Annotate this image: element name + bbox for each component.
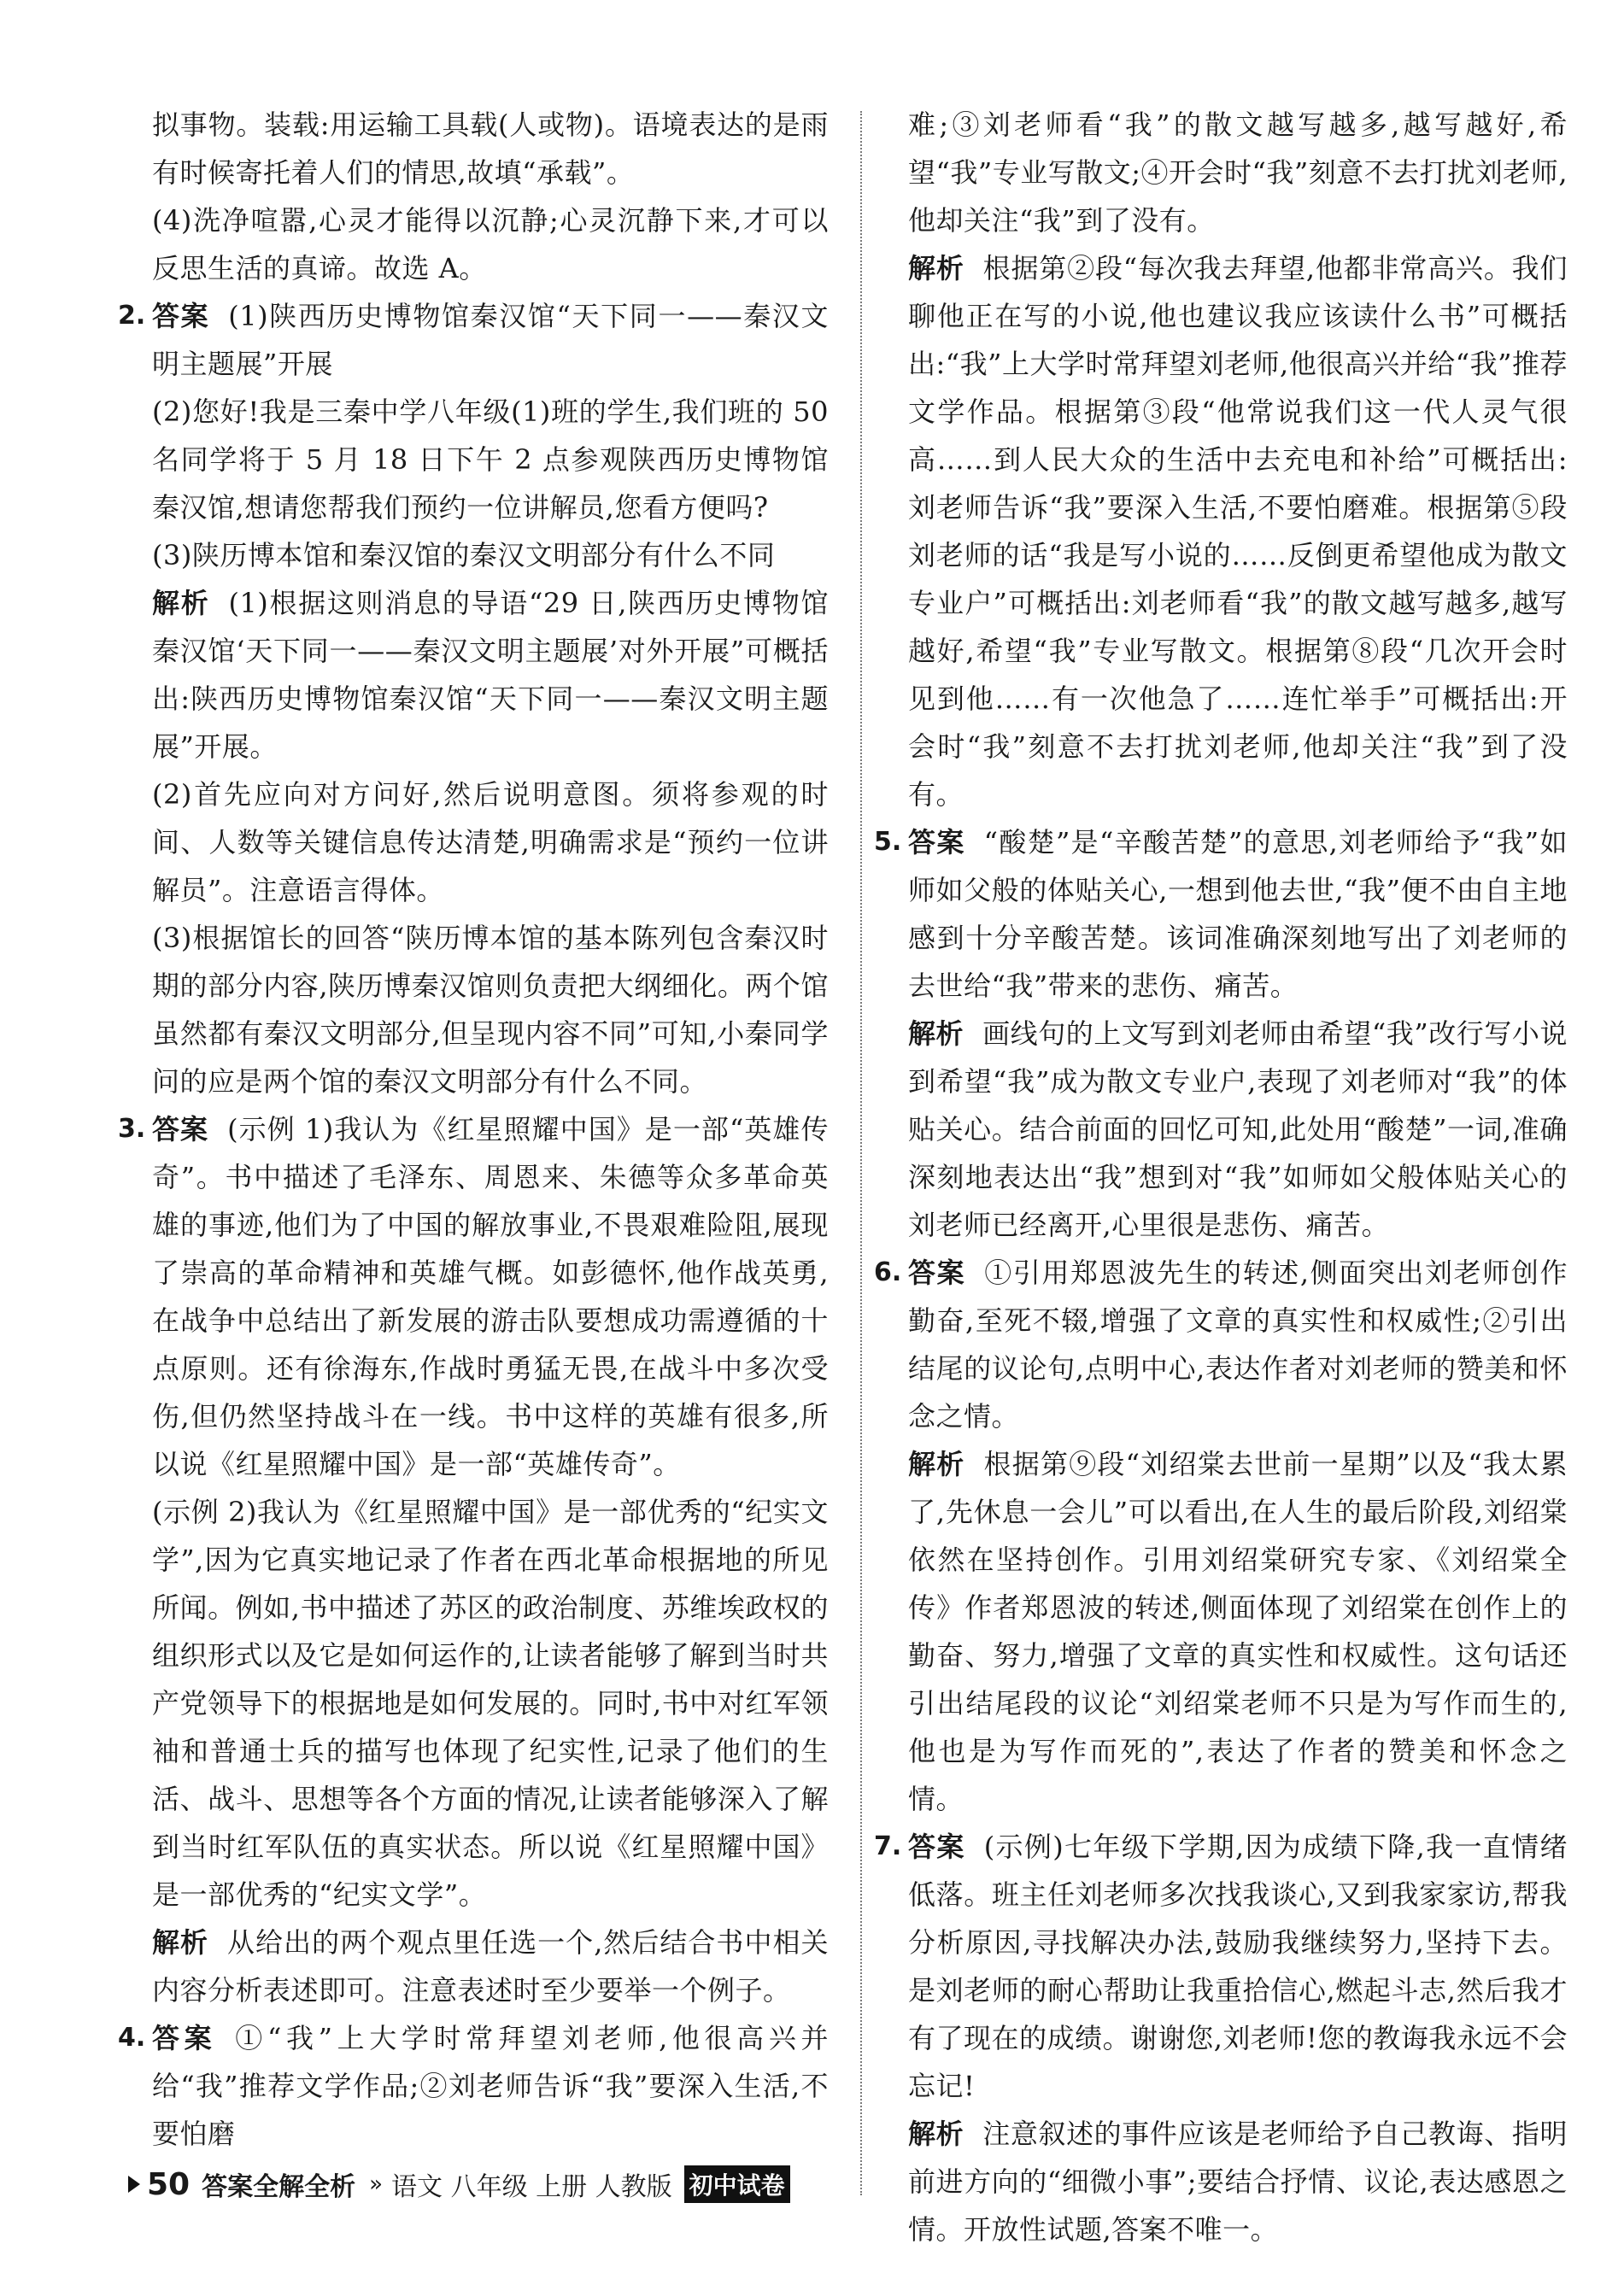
page-footer [128,2163,790,2206]
answer-label: 答案 [152,1113,209,1145]
series-tag: 初中试卷 [684,2165,790,2203]
analysis: 解析 根据第⑨段“刘绍棠去世前一星期”以及“我太累了,先休息一会儿”可以看出,在人生的最后阶段,刘绍棠依然在坚持创作。引用刘绍棠研究专家、《刘绍棠全传》作者郑恩波的转述,侧面体现了刘绍棠在创作上的勤奋、努力,增强了文章的真实性和权威性。这句话还引出结尾段的议论“刘绍棠老师不只是为写作而生的,他也是为写作而死的”,表达了作者的赞美和怀念之情。 [908,1448,1568,1815]
question-5 [874,818,1568,1249]
analysis-label: 解析 [152,1926,209,1959]
left-column [118,101,829,2158]
question-4 [118,2014,829,2158]
analysis: 解析 根据第②段“每次我去拜望,他都非常高兴。我们聊他正在写的小说,他也建议我应该读什么书”可概括出:“我”上大学时常拜望刘老师,他很高兴并给“我”推荐文学作品。根据第③段“他常说我们这一代人灵气很高……到人民大众的生活中去充电和补给”可概括出:刘老师告诉“我”要深入生活,不要怕磨难。根据第⑤段刘老师的话“我是写小说的……反倒更希望他成为散文专业户”可概括出:刘老师看“我”的散文越写越多,越写越好,希望“我”专业写散文。根据第⑧段“几次开会时见到他……有一次他急了……连忙举手”可概括出:开会时“我”刻意不去打扰刘老师,他却关注“我”到了没有。 [908,252,1568,811]
example-2: (示例 2)我认为《红星照耀中国》是一部优秀的“纪实文学”,因为它真实地记录了作者在西北革命根据地的所见所闻。例如,书中描述了苏区的政治制度、苏维埃政权的组织形式以及它是如何运作的,让读者能够了解到当时共产党领导下的根据地是如何发展的。同时,书中对红军领袖和普通士兵的描写也体现了纪实性,记录了他们的生活、战斗、思想等各个方面的情况,让读者能够深入了解到当时红军队伍的真实状态。所以说《红星照耀中国》是一部优秀的“纪实文学”。 [152,1496,829,1911]
q1-continuation-line2: (4)洗净喧嚣,心灵才能得以沉静;心灵沉静下来,才可以反思生活的真谛。故选 A。 [152,204,829,284]
answer-continued: 难;③刘老师看“我”的散文越写越多,越写越好,希望“我”专业写散文;④开会时“我”刻意不去打扰刘老师,他却关注“我”到了没有。 [908,108,1568,237]
question-2 [118,292,829,1105]
analysis: 解析 从给出的两个观点里任选一个,然后结合书中相关内容分析表述即可。注意表述时至少要举一个例子。 [152,1926,829,2007]
triangle-marker-icon [128,2176,140,2193]
right-column [874,101,1568,2253]
analysis-label: 解析 [908,2118,964,2150]
answer-2: (2)您好!我是三秦中学八年级(1)班的学生,我们班的 50 名同学将于 5 月 18 日下午 2 点参观陕西历史博物馆秦汉馆,想请您帮我们预约一位讲解员,您看方便吗? [152,395,829,524]
example-1: 答案 (示例 1)我认为《红星照耀中国》是一部“英雄传奇”。书中描述了毛泽东、周恩来、朱德等众多革命英雄的事迹,他们为了中国的解放事业,不畏艰难险阻,展现了崇高的革命精神和英雄气概。如彭德怀,他作战英勇,在战争中总结出了新发展的游击队要想成功需遵循的十点原则。还有徐海东,作战时勇猛无畏,在战斗中多次受伤,但仍然坚持战斗在一线。书中这样的英雄有很多,所以说《红星照耀中国》是一部“英雄传奇”。 [152,1113,829,1480]
answer: 答案 (示例)七年级下学期,因为成绩下降,我一直情绪低落。班主任刘老师多次找我谈心,又到我家家访,帮我分析原因,寻找解决办法,鼓励我继续努力,坚持下去。是刘老师的耐心帮助让我重拾信心,燃起斗志,然后我才有了现在的成绩。谢谢您,刘老师!您的教诲我永远不会忘记! [908,1831,1568,2102]
analysis-1: 解析 (1)根据这则消息的导语“29 日,陕西历史博物馆秦汉馆‘天下同一——秦汉文明主题展’对外开展”可概括出:陕西历史博物馆秦汉馆“天下同一——秦汉文明主题展”开展。 [152,587,829,763]
analysis-3: (3)根据馆长的回答“陕历博本馆的基本陈列包含秦汉时期的部分内容,陕历博秦汉馆则负责把大纲细化。两个馆虽然都有秦汉文明部分,但呈现内容不同”可知,小秦同学问的应是两个馆的秦汉文明部分有什么不同。 [152,922,829,1098]
book-info: 语文 八年级 上册 人教版 [391,2172,672,2202]
question-number: 3. [118,1114,146,1144]
q1-continuation-line1: 拟事物。装载:用运输工具载(人或物)。语境表达的是雨有时候寄托着人们的情思,故填“承载”。 [152,108,829,189]
analysis: 解析 注意叙述的事件应该是老师给予自己教诲、指明前进方向的“细微小事”;要结合抒情、议论,表达感恩之情。开放性试题,答案不唯一。 [908,2118,1568,2246]
question-number: 4. [118,2023,146,2053]
answer-label: 答案 [908,1257,966,1289]
analysis-label: 解析 [152,587,210,619]
book-title: 答案全解全析 [202,2172,356,2202]
answer-label: 答案 [152,300,210,332]
question-6 [874,1249,1568,1823]
question-number: 7. [874,1831,902,1861]
analysis-label: 解析 [908,1448,965,1480]
question-number: 2. [118,301,146,331]
answer-label: 答案 [908,826,965,858]
answer-3: (3)陕历博本馆和秦汉馆的秦汉文明部分有什么不同 [152,539,776,571]
answer: 答案 ①“我”上大学时常拜望刘老师,他很高兴并给“我”推荐文学作品;②刘老师告诉“我”要深入生活,不要怕磨 [152,2022,829,2150]
answer: 答案 ①引用郑恩波先生的转述,侧面突出刘老师创作勤奋,至死不辍,增强了文章的真实性和权威性;②引出结尾的议论句,点明中心,表达作者对刘老师的赞美和怀念之情。 [908,1257,1568,1433]
answer-label: 答案 [908,1831,965,1863]
question-number: 5. [874,827,902,857]
page-number: 50 [147,2166,191,2202]
answer-1: 答案 (1)陕西历史博物馆秦汉馆“天下同一——秦汉文明主题展”开展 [152,300,829,380]
chevron-right-icon: » [369,2171,384,2197]
question-4-continued [884,101,1568,818]
answer-label: 答案 [152,2022,217,2054]
analysis-label: 解析 [908,1017,964,1050]
column-divider [860,111,862,2195]
question-7 [874,1823,1568,2253]
question-number: 6. [874,1257,902,1287]
analysis: 解析 画线句的上文写到刘老师由希望“我”改行写小说到希望“我”成为散文专业户,表现了刘老师对“我”的体贴关心。结合前面的回忆可知,此处用“酸楚”一词,准确深刻地表达出“我”想到对“我”如师如父般体贴关心的刘老师已经离开,心里很是悲伤、痛苦。 [908,1017,1568,1241]
answer: 答案 “酸楚”是“辛酸苦楚”的意思,刘老师给予“我”如师如父般的体贴关心,一想到他去世,“我”便不由自主地感到十分辛酸苦楚。该词准确深刻地写出了刘老师的去世给“我”带来的悲伤、痛苦。 [908,826,1568,1002]
analysis-label: 解析 [908,252,964,284]
analysis-2: (2)首先应向对方问好,然后说明意图。须将参观的时间、人数等关键信息传达清楚,明确需求是“预约一位讲解员”。注意语言得体。 [152,778,829,906]
question-3 [118,1105,829,2014]
